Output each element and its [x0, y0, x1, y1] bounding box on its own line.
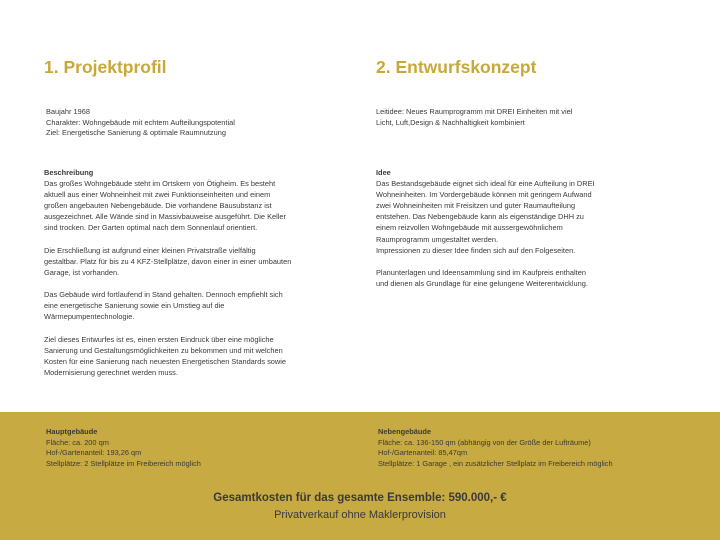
text-line: Wärmepumpentechnologie. [44, 312, 135, 322]
meta-line: Baujahr 1968 [46, 107, 90, 116]
entwurfskonzept-heading: 2. Entwurfskonzept [376, 57, 537, 77]
text-line: großen angebauten Nebengebäude. Die vorhandene Bausubstanz ist [44, 201, 272, 211]
meta-line: Charakter: Wohngebäude mit echtem Aufteilungspotential [46, 117, 235, 127]
text-line: Raumprogramm umgestaltet werden. [376, 234, 498, 244]
info-line: Stellplätze: 2 Stellplätze im Freibereich möglich [46, 458, 201, 468]
text-line: eine energetische Sanierung sowie ein Umstieg auf die [44, 301, 225, 311]
idee-paragraph [376, 178, 595, 256]
total-cost: Gesamtkosten für das gesamte Ensemble: 590.000,- € [213, 492, 507, 504]
text-line: Ziel dieses Entwurfes ist es, einen ersten Eindruck über eine mögliche [44, 334, 274, 344]
text-line: einem reizvollen Wohngebäude mit aussergewöhnlichem [376, 223, 563, 233]
nebengebaeude-info [378, 427, 698, 469]
info-line: Hof-/Gartenanteil: 85,47qm [378, 448, 468, 458]
text-line: Kosten für eine Sanierung nach neuesten Energetischen Standards sowie [44, 356, 287, 366]
text-line: Das Gebäude wird fortlaufend in Stand gehalten. Dennoch empfiehlt sich [44, 290, 283, 300]
beschreibung-title: Beschreibung [44, 168, 94, 177]
info-line: Stellplätze: 1 Garage , ein zusätzlicher Stellplatz im Freibereich möglich [378, 458, 613, 468]
beschreibung-paragraph [44, 289, 291, 322]
info-line: Fläche: ca. 136-150 qm (abhängig von der Größe der Lufträume) [378, 437, 591, 447]
entwurfskonzept-meta [376, 107, 572, 128]
idee-title: Idee [376, 168, 391, 177]
private-sale-note: Privatverkauf ohne Maklerprovision [274, 509, 446, 521]
text-line: ausgezeichnet. Alle Wände sind in Massivbauweise ausgeführt. Die Keller [44, 212, 286, 222]
idee-section [376, 167, 595, 300]
text-line: Planunterlagen und Ideensammlung sind im Kaufpreis enthalten [376, 267, 586, 277]
text-line: entstehen. Das Nebengebäude kann als eigenständige DHH zu [376, 212, 584, 222]
text-line: Sanierung und Gestaltungsmöglichkeiten zu bekommen und mit welchen [44, 345, 283, 355]
text-line: Garage, ist vorhanden. [44, 267, 120, 277]
text-line: Modernisierung gerechnet werden muss. [44, 367, 178, 377]
text-line: Impressionen zu dieser Idee finden sich auf den Folgeseiten. [376, 245, 576, 255]
meta-line: Ziel: Energetische Sanierung & optimale Raumnutzung [46, 128, 226, 137]
text-line: Das Bestandsgebäude eignet sich ideal für eine Aufteilung in DREI [376, 179, 595, 189]
idee-paragraph [376, 267, 595, 289]
summary-band [0, 412, 720, 540]
info-line: Fläche: ca. 200 qm [46, 437, 109, 447]
beschreibung-section [44, 167, 291, 389]
meta-line: Leitidee: Neues Raumprogramm mit DREI Einheiten mit viel [376, 107, 573, 116]
meta-line: Licht, Luft,Design & Nachhaltigkeit kombiniert [376, 117, 525, 127]
text-line: aktuell aus einer Wohneinheit mit zwei Funktionseinheiten und einem [44, 190, 271, 200]
hauptgebaeude-title: Hauptgebäude [46, 427, 98, 436]
projektprofil-meta [46, 107, 235, 139]
beschreibung-paragraph [44, 245, 291, 278]
text-line: sind trocken. Der Garten optimal nach dem Sonnenlauf orientiert. [44, 223, 258, 233]
hauptgebaeude-info [46, 427, 336, 469]
info-line: Hof-/Gartenanteil: 193,26 qm [46, 448, 142, 458]
beschreibung-paragraph [44, 178, 291, 233]
beschreibung-paragraph [44, 334, 291, 378]
text-line: und dienen als Grundlage für eine gelungene Weiterentwicklung. [376, 279, 588, 289]
text-line: Das großes Wohngebäude steht im Ortskern von Ötigheim. Es besteht [44, 179, 276, 189]
text-line: Die Erschließung ist aufgrund einer kleinen Privatstraße vielfältig [44, 245, 256, 255]
nebengebaeude-title: Nebengebäude [378, 427, 431, 436]
text-line: zwei Wohneinheiten mit Freisitzen und guter Raumaufteilung [376, 201, 576, 211]
projektprofil-heading: 1. Projektprofil [44, 57, 167, 77]
text-line: Wohneinheiten. Im Vordergebäude können mit geringem Aufwand [376, 190, 592, 200]
text-line: gestaltbar. Platz für bis zu 4 KFZ-Stellplätze, davon einer in einer umbauten [44, 256, 292, 266]
